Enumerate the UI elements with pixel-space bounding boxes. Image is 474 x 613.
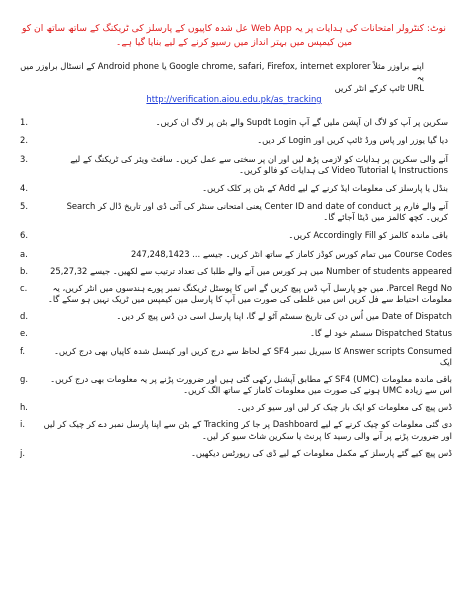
substep-letter: e.: [20, 328, 28, 339]
substep-text: Course Codes میں تمام کورس کوڈز کاماز کے ساتھ انٹر کریں۔ جیسے ... 247,248,1423: [130, 248, 452, 259]
substep-letter: f.: [20, 345, 26, 356]
substep-text: ڈس پیچ کیے گئے پارسلز کے مکمل معلومات کے لیے ڈی کی رپورٹس دیکھیں۔: [191, 447, 452, 458]
substep-text: دی گئی معلومات کو چیک کرنے کے لیے Dashboard پر جا کر Tracking کے بٹن سے اپنا پارسل نمبر دے کر چیک کر لیں اور ضرورت پڑنے پر آنے والی رسید کا پرنٹ یا سکرین شاٹ سیو کر لیں۔: [43, 419, 452, 441]
step-text: آنے والی سکرین پر ہدایات کو لازمی پڑھ لیں اور ان پر سختی سے عمل کریں۔ سافٹ ویئر کی ٹریکنگ کے لیے Instructions یا Video Tutorial کی ہدایات کو فالو کریں۔: [70, 153, 448, 175]
instruction-note: نوٹ: کنٹرولر امتحانات کی ہدایات پر یہ Web App عل شدہ کاپیوں کے پارسلز کی ٹریکنگ کے ساتھ ساتھ ان کو مین کیمپس میں بہتر انداز میں رسیو کرنے کے لیے بنایا گیا ہے۔: [22, 23, 446, 49]
step-item: [16, 201, 452, 223]
substep-text: Answer scripts Consumed کا سیریل نمبر SF4 کے لحاظ سے درج کریں اور کینسل شدہ کاپیاں بھی درج کریں۔ ایک: [53, 345, 452, 367]
substep-text: Dispatched Status سسٹم خود لے گا۔: [310, 328, 452, 339]
substep-letter: b.: [20, 265, 28, 276]
step-item: [16, 154, 452, 176]
substep-item: [16, 402, 452, 413]
step-item: [16, 117, 452, 128]
step-item: [16, 135, 452, 146]
substep-letter: c.: [20, 282, 28, 293]
substep-item: [16, 328, 452, 339]
step-text: دیا گیا یوزر اور پاس ورڈ ٹائپ کریں اور Login کر دیں۔: [257, 135, 448, 146]
step-item: [16, 183, 452, 194]
step-text: آنے والے فارم پر Center ID and date of conduct یعنی امتحانی سنٹر کی آئی ڈی اور تاریخ ڈال کر Search کریں۔ کچھ کالمز میں ڈیٹا آجائے گا۔: [66, 201, 448, 223]
steps-list: [16, 117, 452, 241]
substep-item: [16, 283, 452, 305]
substep-text: باقی ماندہ معلومات (UMC) SF4 کے مطابق آپشنل رکھی گئی ہیں اور ضرورت پڑنے پر یہ معلومات بھی درج کریں۔ اس سے زیادہ UMC ہونے کی صورت میں معلومات کاماز کے ساتھ الگ کریں۔: [50, 373, 452, 396]
intro-line-1: اپنے براوزر مثلاً Google chrome, safari, Firefox, internet explorer یا Android phone کے انسٹال براوزر میں یہ: [20, 60, 424, 82]
substep-letter: d.: [20, 311, 28, 322]
substep-letter: g.: [20, 373, 28, 384]
step-number: 6.: [20, 230, 28, 241]
substep-item: [16, 311, 452, 322]
substeps-list: [16, 249, 452, 459]
substep-text: Number of students appeared میں ہر کورس میں آنے والے طلبا کی تعداد ترتیب سے لکھیں۔ جیسے 25,27,32: [50, 265, 452, 276]
substep-item: [16, 374, 452, 396]
substep-letter: j.: [20, 447, 25, 458]
step-text: سکرین پر آپ کو لاگ ان آپشن ملیں گے آپ Supdt Login والے بٹن پر لاگ ان کریں۔: [155, 117, 448, 128]
substep-item: [16, 266, 452, 277]
substep-item: [16, 346, 452, 368]
substep-text: ڈس پیچ کی معلومات کو ایک بار چیک کر لیں اور سیو کر دیں۔: [236, 402, 452, 413]
step-text: باقی ماندہ کالمز کو Accordingly Fill کریں۔: [288, 230, 448, 241]
intro-paragraph: [16, 61, 424, 95]
substep-item: [16, 419, 452, 441]
step-text: بنڈل یا پارسلز کی معلومات ایڈ کرنے کے لیے Add کے بٹن پر کلک کریں۔: [202, 182, 448, 193]
substep-item: [16, 249, 452, 260]
substep-text: Date of Dispatch میں اُس دن کی تاریخ سسٹم آٹو لے گا، اپنا پارسل اسی دن ڈس پیچ کر دیں۔: [116, 311, 452, 322]
step-item: [16, 230, 452, 241]
step-number: 5.: [20, 201, 28, 212]
tracking-link[interactable]: http://verification.aiou.edu.pk/as_tracking: [146, 94, 322, 105]
substep-letter: h.: [20, 402, 28, 413]
tracking-url: [16, 94, 452, 105]
step-number: 4.: [20, 182, 28, 193]
substep-text: Parcel Regd No. میں جو پارسل آپ ڈس پیچ کریں گے اس کا پوسٹل ٹریکنگ نمبر پورے ہندسوں میں انٹر کریں، یہ معلومات احتیاط سے فل کریں اس میں غلطی کی صورت میں آپ کا پارسل مین کیمپس میں ٹریک نہیں ہو سکے گا۔: [47, 282, 452, 305]
step-number: 2.: [20, 135, 28, 146]
substep-letter: a.: [20, 248, 28, 259]
substep-item: [16, 448, 452, 459]
substep-letter: i.: [20, 419, 25, 430]
step-number: 1.: [20, 117, 28, 128]
intro-line-2: URL ٹائپ کرکے انٹر کریں: [334, 82, 424, 93]
step-number: 3.: [20, 153, 28, 164]
